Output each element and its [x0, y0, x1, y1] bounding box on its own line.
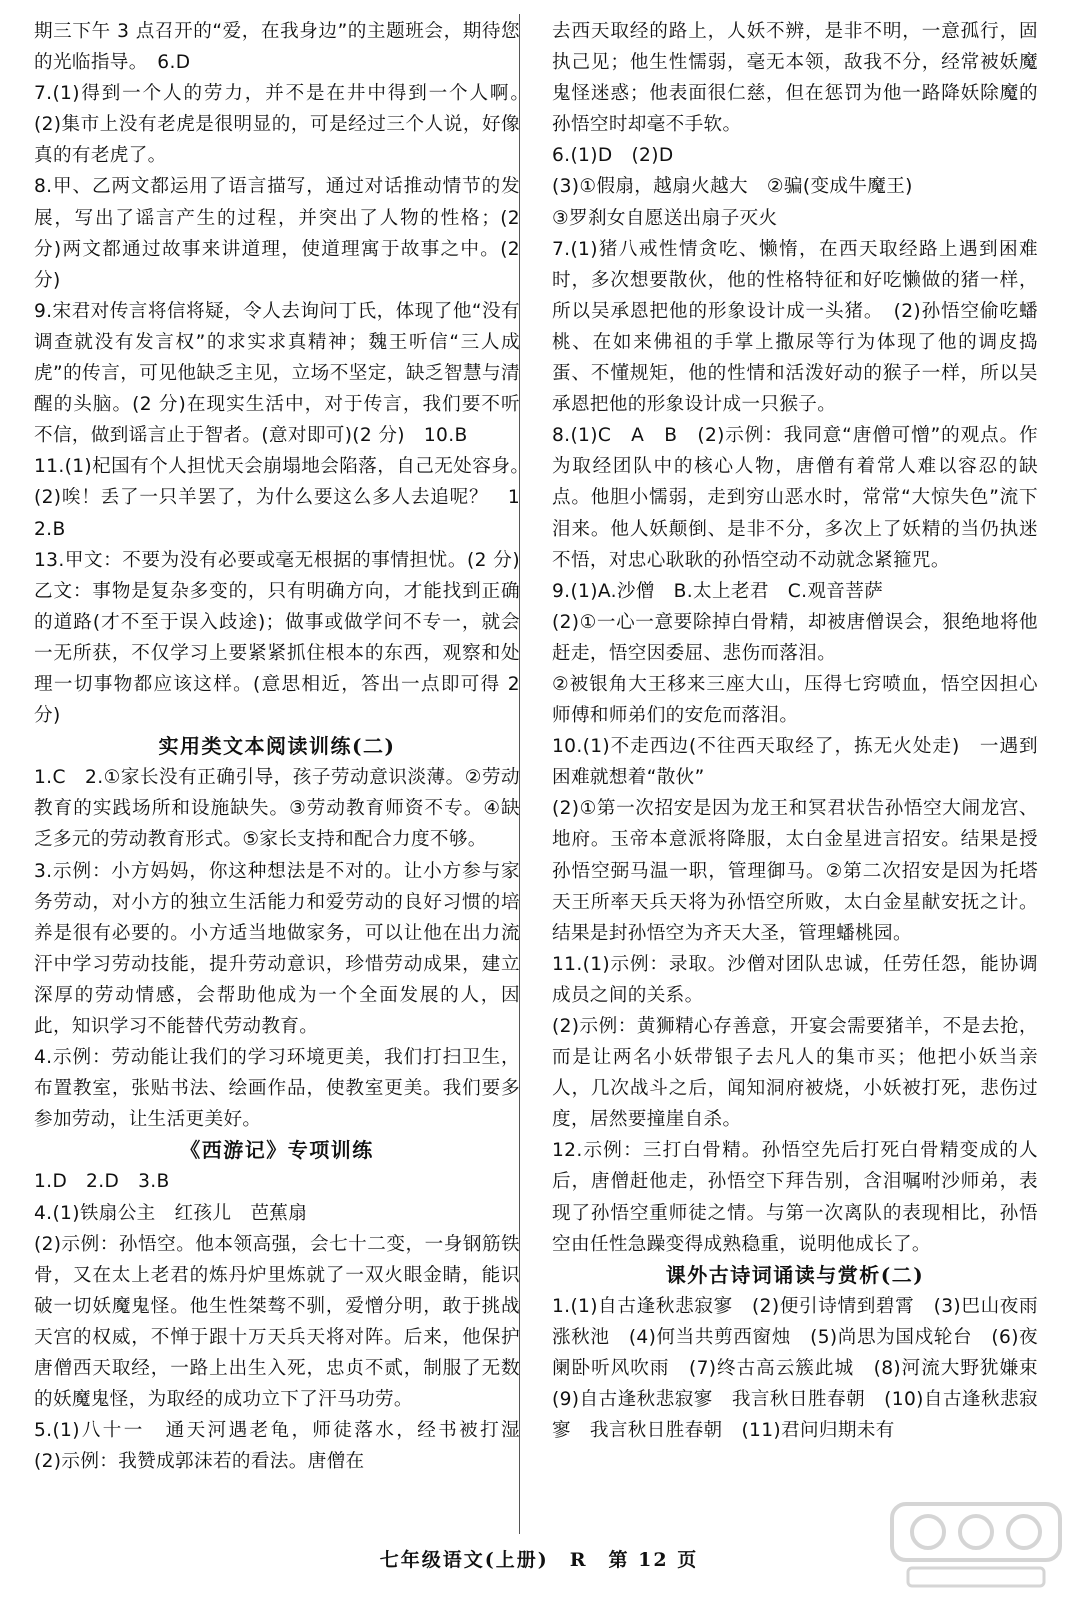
- answer-paragraph: 4.示例：劳动能让我们的学习环境更美，我们打扫卫生，布置教室，张贴书法、绘画作品，使教室更美。我们要多参加劳动，让生活更美好。: [34, 1047, 520, 1131]
- right-column: [552, 16, 1057, 1446]
- answer-paragraph: 6.(1)D (2)D: [552, 145, 674, 167]
- answer-paragraph: 7.(1)得到一个人的劳力，并不是在井中得到一个人啊。 (2)集市上没有老虎是很明显的，可是经过三个人说，好像真的有老虎了。: [34, 83, 539, 167]
- answer-paragraph: 期三下午 3 点召开的“爱，在我身边”的主题班会，期待您的光临指导。 6.D: [34, 21, 520, 74]
- page-footer: 七年级语文(上册) R 第 12 页: [379, 1549, 699, 1571]
- answer-paragraph: (3)①假扇，越扇火越大 ②骗(变成牛魔王): [552, 176, 913, 198]
- left-column: [34, 16, 539, 1477]
- answer-paragraph: 4.(1)铁扇公主 红孩儿 芭蕉扇: [34, 1202, 308, 1224]
- answer-paragraph: 11.(1)示例：录取。沙僧对团队忠诚，任劳任怨，能协调成员之间的关系。: [552, 953, 1038, 1006]
- answer-paragraph: 7.(1)猪八戒性情贪吃、懒惰，在西天取经路上遇到困难时，多次想要散伙，他的性格特征和好吃懒做的猪一样，所以吴承恩把他的形象设计成一头猪。 (2)孙悟空偷吃蟠桃、在如来佛祖的手掌上撒尿等行为体现了他的调皮捣蛋、不懂规矩，他的性情和活泼好动的猴子一样，所以吴承恩把他的形象设计成一只猴子。: [552, 238, 1038, 416]
- answer-paragraph: 13.甲文：不要为没有必要或毫无根据的事情担忧。(2 分)乙文：事物是复杂多变的，只有明确方向，才能找到正确的道路(才不至于误入歧途)；做事或做学问不专一，就会一无所获，不仅学习上要紧紧抓住根本的东西，观察和处理一切事物都应该这样。(意思相近，答出一点即可得 2 分): [34, 549, 520, 727]
- answer-paragraph: 9.(1)A.沙僧 B.太上老君 C.观音菩萨: [552, 580, 884, 602]
- answer-paragraph: (2)示例：黄狮精心存善意，开宴会需要猪羊，不是去抢，而是让两名小妖带银子去凡人的集市买；他把小妖当亲人，几次战斗之后，闻知洞府被烧，小妖被打死，悲伤过度，居然要撞崖自杀。: [552, 1016, 1038, 1131]
- answer-paragraph: 1.C 2.①家长没有正确引导，孩子劳动意识淡薄。②劳动教育的实践场所和设施缺失。③劳动教育师资不专。④缺乏多元的劳动教育形式。⑤家长支持和配合力度不够。: [34, 767, 520, 851]
- watermark-logo-icon: [888, 1498, 1064, 1594]
- answer-paragraph: 去西天取经的路上，人妖不辨，是非不明，一意孤行，固执己见；他生性懦弱，毫无本领，敌我不分，经常被妖魔鬼怪迷惑；他表面很仁慈，但在惩罚为他一路降妖除魔的孙悟空时却毫不手软。: [552, 21, 1038, 136]
- answer-paragraph: 1.D 2.D 3.B: [34, 1171, 170, 1193]
- answer-paragraph: 9.宋君对传言将信将疑，令人去询问丁氏，体现了他“没有调查就没有发言权”的求实求真精神；魏王听信“三人成虎”的传言，可见他缺乏主见，立场不坚定，缺乏智慧与清醒的头脑。(2 分)在现实生活中，对于传言，我们要不听不信，做到谣言止于智者。(意对即可)(2 分) 10.B: [34, 300, 520, 447]
- answer-paragraph: 5.(1)八十一 通天河遇老龟，师徒落水，经书被打湿 (2)示例：我赞成郭沫若的看法。唐僧在: [34, 1420, 539, 1473]
- answer-paragraph: 1.(1)自古逢秋悲寂寥 (2)便引诗情到碧霄 (3)巴山夜雨涨秋池 (4)何当共剪西窗烛 (5)尚思为国戍轮台 (6)夜阑卧听风吹雨 (7)终古高云簇此城 (8)河流大野犹嫌束 (9)自古逢秋悲寂寥 我言秋日胜春朝 (10)自古逢秋悲寂寥 我言秋日胜春朝 (11)君问归期未有: [552, 1295, 1057, 1442]
- answer-paragraph: ③罗刹女自愿送出扇子灭火: [552, 207, 778, 229]
- answer-paragraph: 8.甲、乙两文都运用了语言描写，通过对话推动情节的发展，写出了谣言产生的过程，并突出了人物的性格；(2 分)两文都通过故事来讲道理，使道理寓于故事之中。(2 分): [34, 176, 520, 291]
- answer-paragraph: 3.示例：小方妈妈，你这种想法是不对的。让小方参与家务劳动，对小方的独立生活能力和爱劳动的良好习惯的培养是很有必要的。小方适当地做家务，可以让他在出力流汗中学习劳动技能，提升劳动意识，珍惜劳动成果，建立深厚的劳动情感，会帮助他成为一个全面发展的人，因此，知识学习不能替代劳动教育。: [34, 860, 520, 1037]
- answer-paragraph: 12.示例：三打白骨精。孙悟空先后打死白骨精变成的人后，唐僧赶他走，孙悟空下拜告别，含泪嘱咐沙师弟，表现了孙悟空重师徒之情。与第一次离队的表现相比，孙悟空由任性急躁变得成熟稳重，说明他成长了。: [552, 1140, 1038, 1255]
- answer-paragraph: 10.(1)不走西边(不往西天取经了，拣无火处走) 一遇到困难就想着“散伙”: [552, 736, 1038, 789]
- answer-paragraph: (2)①一心一意要除掉白骨精，却被唐僧误会，狠绝地将他赶走，悟空因委屈、悲伤而落泪。: [552, 611, 1038, 664]
- answer-paragraph: 11.(1)杞国有个人担忧天会崩塌地会陷落，自己无处容身。 (2)唉！丢了一只羊罢了，为什么要这么多人去追呢？ 12.B: [34, 456, 539, 540]
- section-heading-poetry: 课外古诗词诵读与赏析(二): [665, 1262, 925, 1287]
- answer-paragraph: 8.(1)C A B (2)示例：我同意“唐僧可憎”的观点。作为取经团队中的核心人物，唐僧有着常人难以容忍的缺点。他胆小懦弱，走到穷山恶水时，常常“大惊失色”流下泪来。他人妖颠倒、是非不分，多次上了妖精的当仍执迷不悟，对忠心耿耿的孙悟空动不动就念紧箍咒。: [552, 425, 1038, 571]
- answer-paragraph: (2)示例：孙悟空。他本领高强，会七十二变，一身钢筋铁骨，又在太上老君的炼丹炉里炼就了一双火眼金睛，能识破一切妖魔鬼怪。他生性桀骜不驯，爱憎分明，敢于挑战天宫的权威，不惮于跟十万天兵天将对阵。后来，他保护唐僧西天取经，一路上出生入死，忠贞不贰，制服了无数的妖魔鬼怪，为取经的成功立下了汗马功劳。: [34, 1233, 520, 1411]
- section-heading-xiyouji: 《西游记》专项训练: [180, 1138, 374, 1163]
- answer-paragraph: ②被银角大王移来三座大山，压得七窍喷血，悟空因担心师傅和师弟们的安危而落泪。: [552, 673, 1038, 727]
- answer-paragraph: (2)①第一次招安是因为龙王和冥君状告孙悟空大闹龙宫、地府。玉帝本意派将降服，太白金星进言招安。结果是授孙悟空弼马温一职，管理御马。②第二次招安是因为托塔天王所率天兵天将为孙悟空所败，太白金星献安抚之计。结果是封孙悟空为齐天大圣，管理蟠桃园。: [552, 798, 1038, 944]
- section-heading-practical: 实用类文本阅读训练(二): [158, 734, 396, 759]
